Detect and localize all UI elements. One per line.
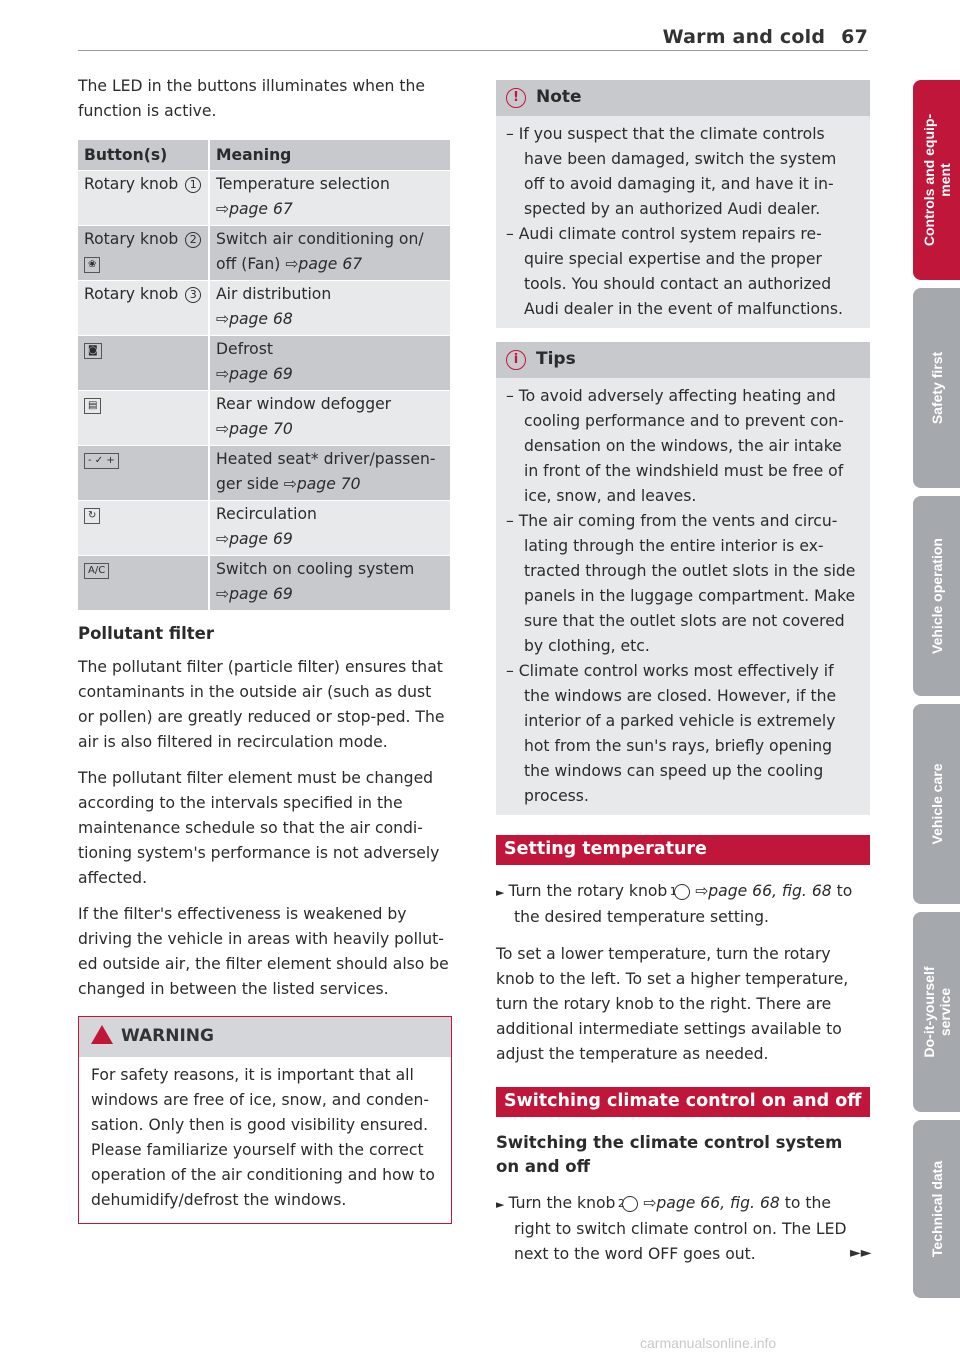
table-row (78, 445, 451, 500)
tab-label: Safety first (928, 351, 945, 425)
switching-subheading: Switching the climate control system on and off (496, 1133, 843, 1176)
list-item: – The air coming from the vents and circu-lating through the entire interior is ex-tracted through the outlet slots in the side panels in the luggage compartment. Make sure that the outlet slots are not covered by clothing, etc. (506, 512, 856, 655)
instruction-step (496, 879, 870, 930)
ac-key-icon: A/C (84, 563, 109, 579)
page-ref: ⇨page 70 (283, 474, 361, 493)
rear-defogger-key-icon: ▤ (84, 398, 101, 414)
info-circle-icon: i (506, 350, 526, 370)
page-ref: ⇨page 69 (216, 364, 293, 383)
table-row (78, 500, 451, 555)
page-ref: ⇨page 70 (216, 419, 293, 438)
table-row (78, 170, 451, 225)
page-header (78, 0, 868, 52)
table-cell (78, 170, 209, 225)
tab-label: Vehicle operation (928, 538, 945, 654)
table-cell (78, 280, 209, 335)
running-header (663, 26, 868, 48)
callout-number: 3 (185, 287, 201, 303)
list-item: – If you suspect that the climate controls have been damaged, switch the system off to avoid damaging it, and have it in-spected by an authorized Audi dealer. (506, 125, 837, 218)
meaning-text: Switch on cooling system (216, 559, 415, 578)
meaning-text: Recirculation (216, 504, 317, 523)
list-item: – To avoid adversely affecting heating and cooling performance and to prevent con-densation on the windows, the air intake in front of the windshield must be free of ice, snow, and leaves. (506, 387, 844, 505)
table-cell (78, 390, 209, 445)
section-heading-setting-temperature: Setting temperature (496, 835, 870, 865)
warning-box (78, 1016, 452, 1224)
table-cell (78, 445, 209, 500)
callout-number: 2 (622, 1196, 638, 1212)
right-column (496, 80, 870, 1279)
tab-do-it-yourself-service[interactable] (913, 912, 960, 1112)
instruction-step (496, 1191, 870, 1267)
left-column (78, 74, 452, 1224)
table-cell (209, 225, 451, 280)
tips-header (496, 342, 870, 378)
note-header (496, 80, 870, 116)
table-row (78, 280, 451, 335)
callout-number: 1 (674, 884, 690, 900)
table-row (78, 335, 451, 390)
page-number: 67 (841, 26, 868, 48)
tab-vehicle-care[interactable] (913, 704, 960, 904)
table-cell (78, 335, 209, 390)
defrost-key-icon: ◙ (84, 343, 102, 359)
warning-header (79, 1017, 451, 1057)
list-item: – Climate control works most effectively if the windows are closed. However, if the interior of a parked vehicle is extremely hot from the sun's rays, briefly opening the windows can speed up the cooling process. (506, 662, 837, 805)
exclamation-circle-icon: ! (506, 88, 526, 108)
table-row (78, 555, 451, 610)
fan-key-icon: ❀ (84, 257, 100, 273)
section-title: Warm and cold (662, 26, 826, 48)
meaning-text: Defrost (216, 339, 273, 358)
table-header: Button(s) (78, 140, 209, 170)
tab-controls-and-equipment[interactable] (913, 80, 960, 280)
temperature-paragraph: To set a lower temperature, turn the rotary knob to the left. To set a higher temperature, turn the rotary knob to the right. There are additional intermediate settings available to adjust the temperature as needed. (496, 945, 849, 1063)
header-rule (78, 50, 868, 51)
callout-number: 2 (185, 232, 201, 248)
table-cell (78, 555, 209, 610)
filter-paragraph: The pollutant filter (particle filter) ensures that contaminants in the outside air (such as dust or pollen) are greatly reduced or stop-ped. The air is also filtered in recirculation mode. (78, 657, 445, 751)
warning-text: For safety reasons, it is important that all windows are free of ice, snow, and conden-sation. Only then is good visibility ensured. Please familiarize yourself with the correct operation of the air conditioning and how to dehumidify/defrost the windows. (91, 1065, 435, 1209)
tab-label: Technical data (928, 1160, 945, 1258)
warning-triangle-icon (91, 1025, 113, 1044)
page-ref: ⇨page 68 (216, 309, 293, 328)
tips-title: Tips (536, 349, 576, 369)
tab-label: Controls and equip- ment (920, 113, 953, 247)
table-cell (78, 500, 209, 555)
callout-number: 1 (185, 177, 201, 193)
tab-vehicle-operation[interactable] (913, 496, 960, 696)
step-text: to the desired temperature setting. (514, 882, 853, 926)
warning-title: WARNING (121, 1025, 214, 1046)
tips-body (496, 378, 870, 815)
section-heading-switching: Switching climate control on and off (496, 1087, 870, 1117)
meaning-text: Switch air conditioning on/ off (Fan) (216, 229, 424, 273)
filter-paragraph: If the filter's effectiveness is weakened by driving the vehicle in areas with heavily pollut-ed outside air, the filter element should also be changed in between the listed services. (78, 904, 449, 998)
table-cell (209, 170, 451, 225)
list-item: – Audi climate control system repairs re-quire special expertise and the proper tools. You should contact an authorized Audi dealer in the event of malfunctions. (506, 225, 844, 318)
page-ref: ⇨page 67 (216, 199, 293, 218)
meaning-text: Heated seat* driver/passen-ger side (216, 449, 436, 493)
page-ref: ⇨page 67 (285, 254, 363, 273)
page-ref: ⇨page 66, fig. 68 (695, 882, 832, 900)
step-text: Turn the knob (508, 1194, 616, 1212)
step-text: Turn the rotary knob (508, 882, 668, 900)
note-title: Note (536, 87, 582, 107)
meaning-text: Temperature selection (216, 174, 390, 193)
filter-heading: Pollutant filter (78, 623, 214, 643)
meaning-text: Rear window defogger (216, 394, 392, 413)
tab-technical-data[interactable] (913, 1120, 960, 1298)
tab-label: Do-it-yourself service (920, 966, 953, 1058)
table-header-row (78, 140, 451, 170)
step-text: to the right to switch climate control on. The LED next to the word OFF goes out. (514, 1194, 847, 1263)
table-cell (209, 335, 451, 390)
chapter-tabs (913, 80, 960, 1300)
button-name: Rotary knob (84, 284, 179, 303)
button-name: Rotary knob (84, 174, 179, 193)
table-cell (209, 500, 451, 555)
table-cell (209, 390, 451, 445)
note-body (496, 116, 870, 328)
meaning-text: Air distribution (216, 284, 332, 303)
table-header: Meaning (209, 140, 451, 170)
recirculation-key-icon: ↻ (84, 508, 100, 524)
continue-arrow-icon: ►► (850, 1245, 872, 1261)
page-ref: ⇨page 66, fig. 68 (643, 1194, 780, 1212)
table-cell (78, 225, 209, 280)
tab-safety-first[interactable] (913, 288, 960, 488)
filter-paragraph: The pollutant filter element must be changed according to the intervals specified in the maintenance schedule so that the air condi-tioning system's performance is not adversely affected. (78, 768, 440, 887)
buttons-table (78, 140, 452, 610)
page-ref: ⇨page 69 (216, 584, 293, 603)
step-arrow-icon: ► (496, 886, 505, 899)
page-ref: ⇨page 69 (216, 529, 293, 548)
button-name: Rotary knob (84, 229, 179, 248)
table-cell (209, 280, 451, 335)
table-row (78, 390, 451, 445)
intro-text: The LED in the buttons illuminates when the function is active. (78, 77, 425, 120)
watermark: carmanualsonline.info (640, 1335, 777, 1351)
table-row (78, 225, 451, 280)
table-cell (209, 555, 451, 610)
table-cell (209, 445, 451, 500)
step-arrow-icon: ► (496, 1198, 505, 1211)
tips-box (496, 342, 870, 815)
tab-label: Vehicle care (928, 763, 945, 845)
seat-heating-key-icon: - ✓ + (84, 453, 119, 469)
note-box (496, 80, 870, 328)
